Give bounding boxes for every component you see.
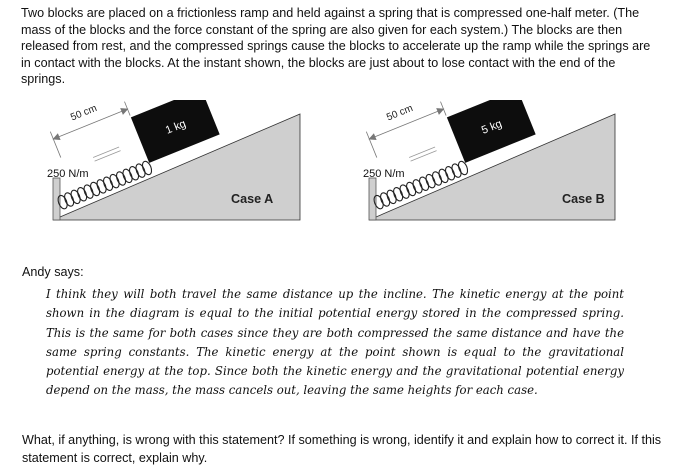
case-b-diagram — [345, 100, 615, 220]
speaker-label: Andy says: — [22, 265, 84, 279]
wall-b — [369, 178, 376, 220]
wall-a — [53, 178, 60, 220]
block-a-mass-label: 1 kg — [163, 117, 188, 137]
student-quote: I think they will both travel the same distance up the incline. The kinetic energy at the point shown in the diagram is equal to the initial potential energy stored in the compressed spring. This is the same for both cases since they are both compressed the same distance and have the same spring constants. The kinetic energy at the point shown is equal to the gravitational potential energy at the top. Since both the kinetic energy and the gravitational potential energy depend on the mass, the mass cancels out, leaving the same heights for each case. — [46, 287, 624, 398]
spring-constant-label-b: 250 N/m — [363, 168, 405, 180]
compression-label-b: 50 cm — [385, 102, 415, 124]
question-prompt: What, if anything, is wrong with this statement? If something is wrong, identify it and explain how to correct it. If this statement is correct, explain why. — [22, 433, 662, 465]
case-a-diagram — [29, 100, 300, 220]
problem-intro: Two blocks are placed on a frictionless ramp and held against a spring that is compressed one-half meter. (The mass of the blocks and the force constant of the spring are also given for each system.) The blocks are then released from rest, and the compressed springs cause the blocks to accelerate up the ramp while the springs are in contact with the blocks. At the instant shown, the blocks are just about to lose contact with the end of the springs. — [21, 6, 651, 87]
case-a-label: Case A — [231, 192, 274, 206]
spring-constant-label-a: 250 N/m — [47, 168, 89, 180]
compression-label-a: 50 cm — [69, 102, 99, 124]
block-b-mass-label: 5 kg — [479, 117, 504, 137]
ramp-diagram — [0, 100, 675, 265]
case-b-label: Case B — [562, 192, 605, 206]
